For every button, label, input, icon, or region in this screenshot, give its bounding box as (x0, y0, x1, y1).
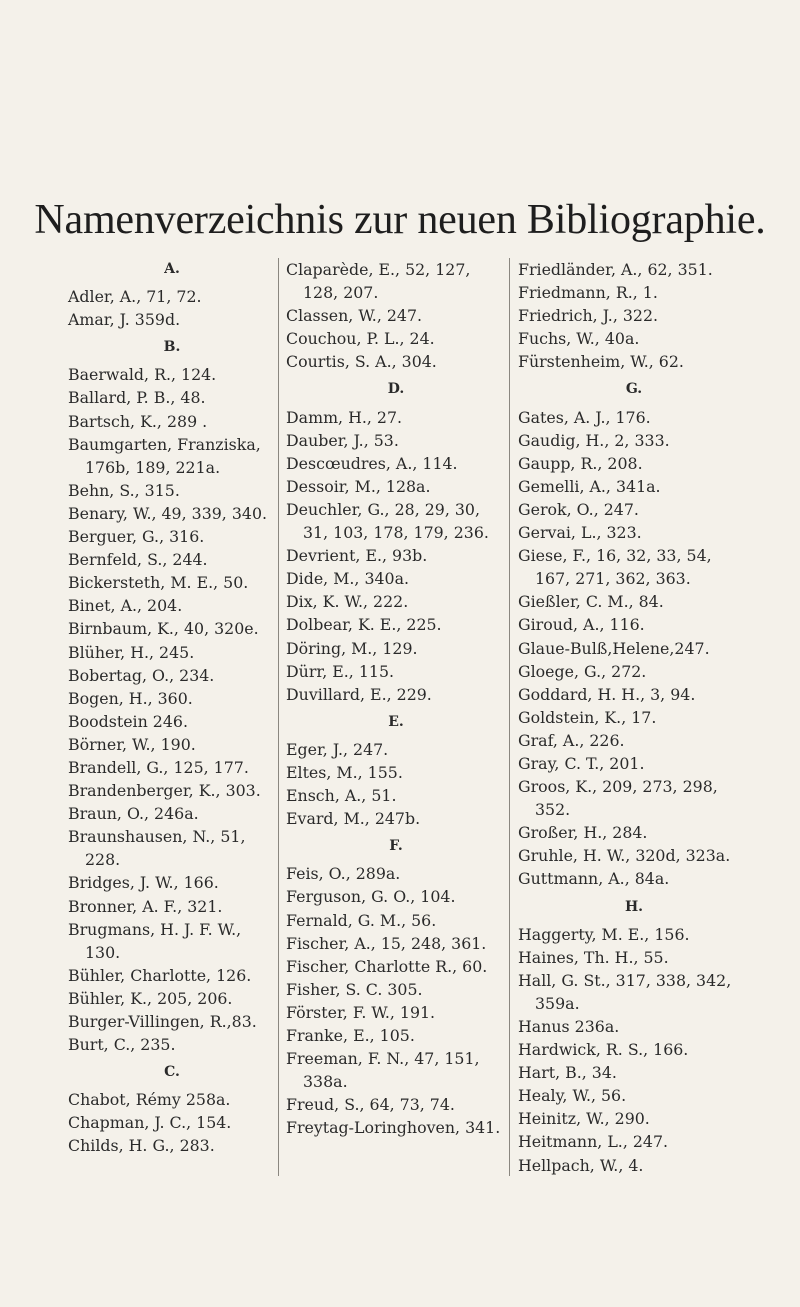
index-entry: Claparède, E., 52, 127, 128, 207. (286, 260, 471, 303)
index-entry: Deuchler, G., 28, 29, 30, 31, 103, 178, 179, 236. (286, 499, 489, 543)
index-entry: Großer, H., 284. (518, 823, 648, 843)
index-entry: Brandenberger, K., 303. (68, 781, 261, 801)
index-entry: Hart, B., 34. (518, 1063, 617, 1083)
index-entry: Hardwick, R. S., 166. (518, 1040, 689, 1060)
index-entry: Fuchs, W., 40a. (518, 329, 640, 349)
index-section (286, 373, 506, 705)
index-entry: Amar, J. 359d. (68, 310, 181, 330)
index-entry: Haines, Th. H., 55. (518, 947, 669, 967)
column-divider (509, 258, 510, 1176)
index-entry: Ferguson, G. O., 104. (286, 887, 456, 907)
index-entry: Berguer, G., 316. (68, 527, 205, 547)
index-section (68, 1056, 276, 1157)
index-section (286, 258, 506, 373)
index-section (68, 258, 276, 331)
index-entry: Healy, W., 56. (518, 1086, 627, 1106)
index-entry: Gervai, L., 323. (518, 523, 642, 543)
index-entry: Dide, M., 340a. (286, 569, 410, 589)
index-entry: Burt, C., 235. (68, 1035, 176, 1055)
index-entry: Gaudig, H., 2, 333. (518, 430, 670, 450)
index-entry: Graf, A., 226. (518, 730, 625, 750)
index-entry: Goldstein, K., 17. (518, 707, 657, 727)
index-entry: Franke, E., 105. (286, 1026, 415, 1045)
index-entry: Courtis, S. A., 304. (286, 352, 437, 372)
index-entry: Couchou, P. L., 24. (286, 329, 435, 349)
section-letter-heading: E. (388, 713, 404, 730)
index-entry: Börner, W., 190. (68, 734, 196, 754)
index-section (68, 331, 276, 1056)
index-entry: Ballard, P. B., 48. (68, 388, 206, 408)
index-entry: Bronner, A. F., 321. (68, 896, 223, 916)
index-entry: Heitmann, L., 247. (518, 1132, 669, 1152)
index-entry: Hellpach, W., 4. (518, 1155, 644, 1175)
index-entry: Goddard, H. H., 3, 94. (518, 684, 696, 704)
index-entry: Childs, H. G., 283. (68, 1136, 215, 1156)
index-entry: Birnbaum, K., 40, 320e. (68, 619, 259, 639)
page-title: Namenverzeichnis zur neuen Bibliographie. (34, 197, 766, 243)
index-entry: Ensch, A., 51. (286, 786, 397, 806)
index-section (286, 830, 506, 1139)
index-entry: Heinitz, W., 290. (518, 1109, 650, 1129)
index-entry: Dix, K. W., 222. (286, 592, 409, 612)
index-entry: Bridges, J. W., 166. (68, 873, 219, 893)
index-section (518, 891, 750, 1177)
index-entry: Freytag-Loringhoven, 341. (286, 1118, 501, 1138)
index-entry: Adler, A., 71, 72. (68, 287, 202, 307)
index-entry: Brugmans, H. J. F. W., 130. (68, 919, 242, 962)
index-entry: Gerok, O., 247. (518, 499, 639, 519)
column-divider (278, 258, 279, 1176)
index-entry: Dauber, J., 53. (286, 430, 399, 450)
section-letter-heading: C. (164, 1064, 180, 1081)
index-entry: Gaupp, R., 208. (518, 453, 643, 473)
index-entry: Gruhle, H. W., 320d, 323a. (518, 846, 731, 866)
index-column-1 (68, 258, 276, 1158)
section-letter-heading: A. (164, 261, 180, 277)
index-entry: Binet, A., 204. (68, 596, 183, 616)
section-letter-heading: F. (389, 838, 403, 855)
index-entry: Braun, O., 246a. (68, 804, 199, 824)
index-entry: Bühler, Charlotte, 126. (68, 965, 252, 985)
index-entry: Fischer, A., 15, 248, 361. (286, 933, 487, 953)
index-column-2 (286, 258, 506, 1139)
index-section (286, 706, 506, 830)
index-entry: Freeman, F. N., 47, 151, 338a. (286, 1049, 480, 1092)
index-section (518, 258, 750, 373)
index-entry: Förster, F. W., 191. (286, 1002, 436, 1022)
index-entry: Friedmann, R., 1. (518, 283, 658, 303)
index-entry: Feis, O., 289a. (286, 864, 401, 884)
index-entry: Damm, H., 27. (286, 407, 403, 427)
index-entry: Gemelli, A., 341a. (518, 476, 661, 496)
index-entry: Döring, M., 129. (286, 638, 418, 658)
index-entry: Guttmann, A., 84a. (518, 869, 670, 889)
index-entry: Classen, W., 247. (286, 306, 423, 326)
index-entry: Baumgarten, Franziska, 176b, 189, 221a. (68, 434, 261, 477)
section-letter-heading: B. (163, 339, 181, 356)
index-entry: Evard, M., 247b. (286, 809, 421, 829)
index-entry: Benary, W., 49, 339, 340. (68, 503, 268, 523)
section-letter-heading: D. (387, 381, 405, 398)
index-entry: Boodstein 246. (68, 711, 188, 731)
index-entry: Dürr, E., 115. (286, 661, 395, 681)
index-entry: Hanus 236a. (518, 1017, 620, 1036)
index-entry: Gray, C. T., 201. (518, 753, 645, 773)
index-entry: Bickersteth, M. E., 50. (68, 573, 249, 593)
index-entry: Eger, J., 247. (286, 739, 389, 759)
index-entry: Friedländer, A., 62, 351. (518, 260, 713, 279)
index-entry: Bobertag, O., 234. (68, 665, 215, 685)
index-entry: Blüher, H., 245. (68, 642, 195, 662)
index-entry: Bartsch, K., 289 . (68, 411, 208, 431)
section-letter-heading: H. (624, 898, 644, 915)
index-entry: Dessoir, M., 128a. (286, 476, 431, 496)
index-entry: Groos, K., 209, 273, 298, 352. (518, 777, 718, 820)
section-letter-heading: G. (625, 381, 643, 398)
index-column-3 (518, 258, 750, 1177)
index-entry: Duvillard, E., 229. (286, 684, 432, 704)
index-entry: Freud, S., 64, 73, 74. (286, 1095, 455, 1115)
index-entry: Devrient, E., 93b. (286, 546, 428, 566)
index-entry: Glaue-Bulß,Helene,247. (518, 638, 710, 658)
index-entry: Giroud, A., 116. (518, 615, 645, 635)
index-entry: Fernald, G. M., 56. (286, 910, 437, 930)
index-entry: Bogen, H., 360. (68, 688, 193, 708)
index-entry: Eltes, M., 155. (286, 762, 403, 782)
index-entry: Brandell, G., 125, 177. (68, 757, 249, 777)
index-entry: Hall, G. St., 317, 338, 342, 359a. (518, 970, 732, 1013)
index-entry: Baerwald, R., 124. (68, 365, 217, 385)
index-entry: Friedrich, J., 322. (518, 306, 659, 326)
index-entry: Fürstenheim, W., 62. (518, 352, 684, 372)
index-entry: Fischer, Charlotte R., 60. (286, 956, 488, 976)
index-entry: Gießler, C. M., 84. (518, 592, 664, 612)
index-entry: Bernfeld, S., 244. (68, 550, 208, 570)
index-entry: Chapman, J. C., 154. (68, 1113, 232, 1133)
index-entry: Haggerty, M. E., 156. (518, 924, 690, 944)
index-entry: Giese, F., 16, 32, 33, 54, 167, 271, 362, 363. (518, 546, 712, 589)
index-entry: Descœudres, A., 114. (286, 453, 458, 473)
index-entry: Gates, A. J., 176. (518, 407, 651, 427)
index-entry: Behn, S., 315. (68, 480, 180, 500)
index-section (518, 373, 750, 890)
index-entry: Bühler, K., 205, 206. (68, 988, 233, 1008)
index-entry: Chabot, Rémy 258a. (68, 1090, 231, 1110)
index-entry: Braunshausen, N., 51, 228. (68, 827, 246, 870)
index-entry: Gloege, G., 272. (518, 661, 647, 681)
index-entry: Burger-Villingen, R.,83. (68, 1012, 257, 1031)
index-entry: Dolbear, K. E., 225. (286, 615, 442, 635)
index-entry: Fisher, S. C. 305. (286, 979, 423, 999)
